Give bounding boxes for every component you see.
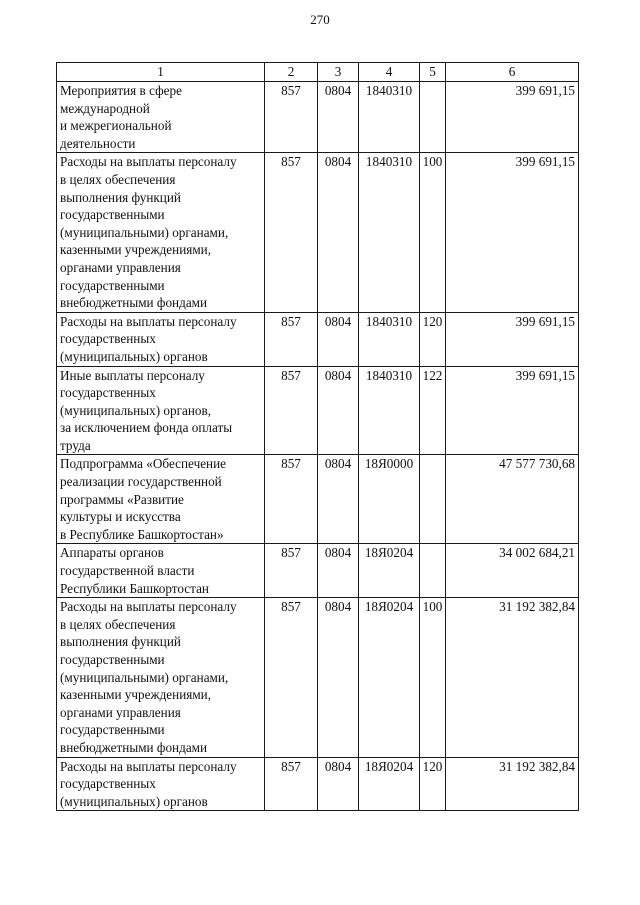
page-number: 270 [310, 12, 330, 27]
column-header: 3 [318, 63, 359, 82]
column-header: 5 [420, 63, 446, 82]
target-article-cell: 18Я0000 [359, 455, 420, 544]
column-header: 1 [57, 63, 265, 82]
expense-name-line: Иные выплаты персоналу [60, 367, 205, 383]
section-code-cell: 0804 [318, 312, 359, 366]
expense-name-line: (муниципальными) органами, [60, 224, 229, 240]
table-header [57, 63, 579, 82]
ministry-code-cell: 857 [265, 455, 318, 544]
expense-name-line: выполнения функций [60, 189, 181, 205]
expense-name-line: за исключением фонда оплаты [60, 420, 233, 436]
section-code-cell: 0804 [318, 455, 359, 544]
expense-name-line: и межрегиональной [60, 118, 172, 134]
expense-name-line: международной [60, 100, 150, 116]
expense-type-cell [420, 82, 446, 153]
target-article-cell: 1840310 [359, 82, 420, 153]
expense-name-line: казенными учреждениями, [60, 242, 212, 258]
target-article-cell: 1840310 [359, 153, 420, 312]
expense-name-cell [57, 598, 265, 757]
expense-name-line: казенными учреждениями, [60, 687, 212, 703]
expense-name-line: в Республике Башкортостан» [60, 526, 224, 542]
ministry-code-cell: 857 [265, 312, 318, 366]
expense-name-line: государственных [60, 331, 156, 347]
expense-name-cell [57, 455, 265, 544]
header-row [57, 63, 579, 82]
amount-cell: 47 577 730,68 [446, 455, 579, 544]
section-code-cell: 0804 [318, 153, 359, 312]
section-code-cell: 0804 [318, 757, 359, 811]
expense-name-line: Мероприятия в сфере [60, 83, 182, 98]
section-code-cell: 0804 [318, 82, 359, 153]
expense-name-line: органами управления [60, 259, 181, 275]
expense-name-line: в целях обеспечения [60, 616, 176, 632]
expense-name-line: реализации государственной [60, 474, 222, 490]
table-row [57, 82, 579, 153]
expense-name-cell [57, 312, 265, 366]
table-row [57, 312, 579, 366]
expense-name-line: Расходы на выплаты персоналу [60, 313, 237, 329]
table-row [57, 544, 579, 598]
expense-name-cell [57, 366, 265, 455]
section-code-cell: 0804 [318, 366, 359, 455]
budget-table [56, 62, 579, 811]
target-article-cell: 1840310 [359, 312, 420, 366]
expense-type-cell: 100 [420, 598, 446, 757]
expense-name-line: органами управления [60, 704, 181, 720]
expense-name-line: Расходы на выплаты персоналу [60, 154, 237, 170]
amount-cell: 399 691,15 [446, 312, 579, 366]
expense-name-line: Республики Башкортостан [60, 580, 209, 596]
expense-type-cell: 122 [420, 366, 446, 455]
expense-name-line: (муниципальных) органов [60, 793, 208, 809]
ministry-code-cell: 857 [265, 544, 318, 598]
target-article-cell: 18Я0204 [359, 598, 420, 757]
table-row [57, 153, 579, 312]
expense-name-line: Аппараты органов [60, 545, 164, 561]
expense-name-cell [57, 153, 265, 312]
expense-name-line: в целях обеспечения [60, 171, 176, 187]
section-code-cell: 0804 [318, 598, 359, 757]
ministry-code-cell: 857 [265, 366, 318, 455]
expense-name-line: Расходы на выплаты персоналу [60, 758, 237, 774]
expense-name-line: (муниципальных) органов [60, 348, 208, 364]
expense-name-line: (муниципальными) органами, [60, 669, 229, 685]
target-article-cell: 1840310 [359, 366, 420, 455]
amount-cell: 399 691,15 [446, 366, 579, 455]
expense-name-line: труда [60, 437, 91, 453]
expense-name-line: государственных [60, 776, 156, 792]
expense-name-line: государственными [60, 207, 165, 223]
table-body [57, 82, 579, 811]
amount-cell: 399 691,15 [446, 153, 579, 312]
expense-name-line: государственных [60, 385, 156, 401]
ministry-code-cell: 857 [265, 598, 318, 757]
expense-name-line: программы «Развитие [60, 491, 184, 507]
expense-name-line: государственной власти [60, 563, 195, 579]
expense-type-cell: 120 [420, 757, 446, 811]
table-row [57, 757, 579, 811]
target-article-cell: 18Я0204 [359, 544, 420, 598]
table-row [57, 366, 579, 455]
expense-name-line: Расходы на выплаты персоналу [60, 599, 237, 615]
expense-name-line: деятельности [60, 135, 136, 151]
column-header: 6 [446, 63, 579, 82]
section-code-cell: 0804 [318, 544, 359, 598]
column-header: 2 [265, 63, 318, 82]
expense-name-line: (муниципальных) органов, [60, 402, 212, 418]
target-article-cell: 18Я0204 [359, 757, 420, 811]
expense-name-cell [57, 82, 265, 153]
expense-name-line: культуры и искусства [60, 509, 181, 525]
ministry-code-cell: 857 [265, 757, 318, 811]
table-row [57, 598, 579, 757]
column-header: 4 [359, 63, 420, 82]
amount-cell: 399 691,15 [446, 82, 579, 153]
expense-name-cell [57, 544, 265, 598]
expense-name-line: государственными [60, 652, 165, 667]
expense-type-cell: 100 [420, 153, 446, 312]
table-row [57, 455, 579, 544]
ministry-code-cell: 857 [265, 153, 318, 312]
amount-cell: 31 192 382,84 [446, 757, 579, 811]
amount-cell: 31 192 382,84 [446, 598, 579, 757]
ministry-code-cell: 857 [265, 82, 318, 153]
expense-name-cell [57, 757, 265, 811]
expense-name-line: государственными [60, 722, 165, 738]
expense-type-cell [420, 544, 446, 598]
expense-name-line: выполнения функций [60, 634, 181, 650]
expense-name-line: внебюджетными фондами [60, 295, 208, 311]
expense-type-cell: 120 [420, 312, 446, 366]
expense-type-cell [420, 455, 446, 544]
expense-name-line: государственными [60, 277, 165, 293]
amount-cell: 34 002 684,21 [446, 544, 579, 598]
expense-name-line: Подпрограмма «Обеспечение [60, 456, 227, 472]
expense-name-line: внебюджетными фондами [60, 739, 208, 755]
